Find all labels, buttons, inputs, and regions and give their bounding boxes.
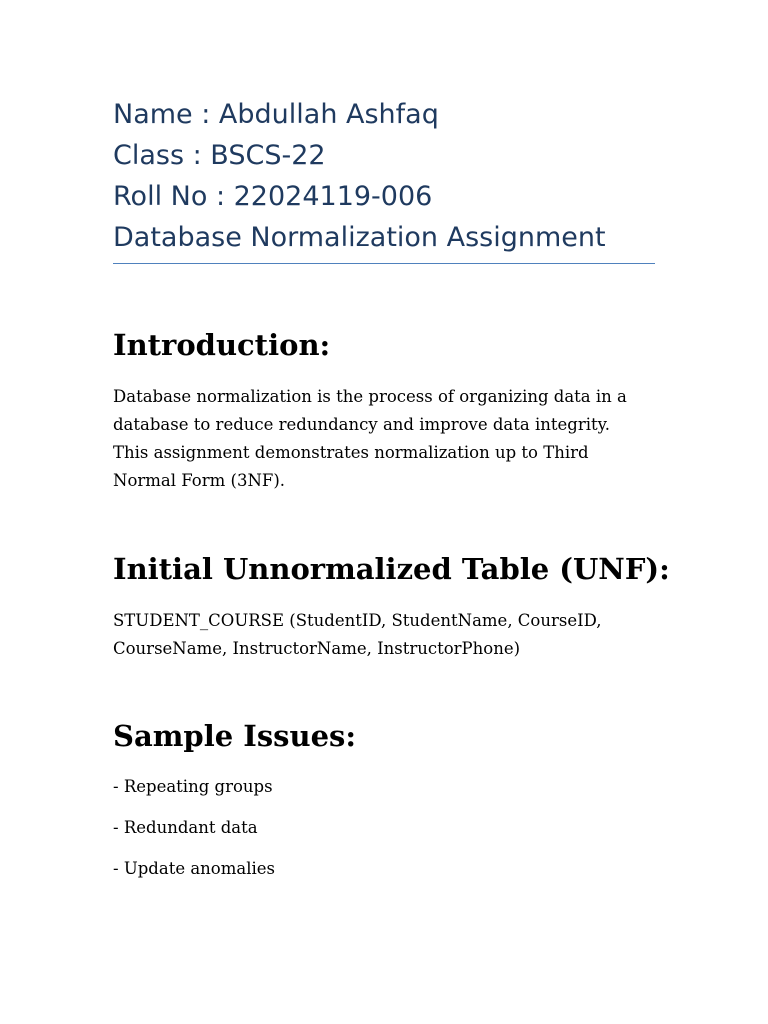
introduction-line: Normal Form (3NF). [113,471,286,490]
unf-line: STUDENT_COURSE (StudentID, StudentName, CourseID, [113,611,602,630]
class-line: Class : BSCS-22 [113,140,326,171]
unf-heading: Initial Unnormalized Table (UNF): [113,552,670,586]
introduction-paragraph [113,383,655,495]
sample-issues-section [113,718,655,883]
list-item: - Redundant data [113,818,258,837]
student-name-line: Name : Abdullah Ashfaq [113,99,439,130]
introduction-line: database to reduce redundancy and improve data integrity. [113,415,610,434]
document-title-block [113,94,655,258]
introduction-line: Database normalization is the process of organizing data in a [113,387,627,406]
introduction-line: This assignment demonstrates normalization up to Third [113,443,589,462]
unf-section [113,551,670,663]
roll-number-line: Roll No : 22024119-006 [113,181,433,212]
list-item: - Repeating groups [113,777,273,796]
introduction-heading: Introduction: [113,328,331,362]
sample-issues-heading: Sample Issues: [113,719,357,753]
unf-line: CourseName, InstructorName, InstructorPhone) [113,639,521,658]
title-underline-divider [113,263,655,264]
unf-paragraph [113,607,655,663]
assignment-title: Database Normalization Assignment [113,222,606,253]
list-item: - Update anomalies [113,859,275,878]
introduction-section [113,327,655,495]
